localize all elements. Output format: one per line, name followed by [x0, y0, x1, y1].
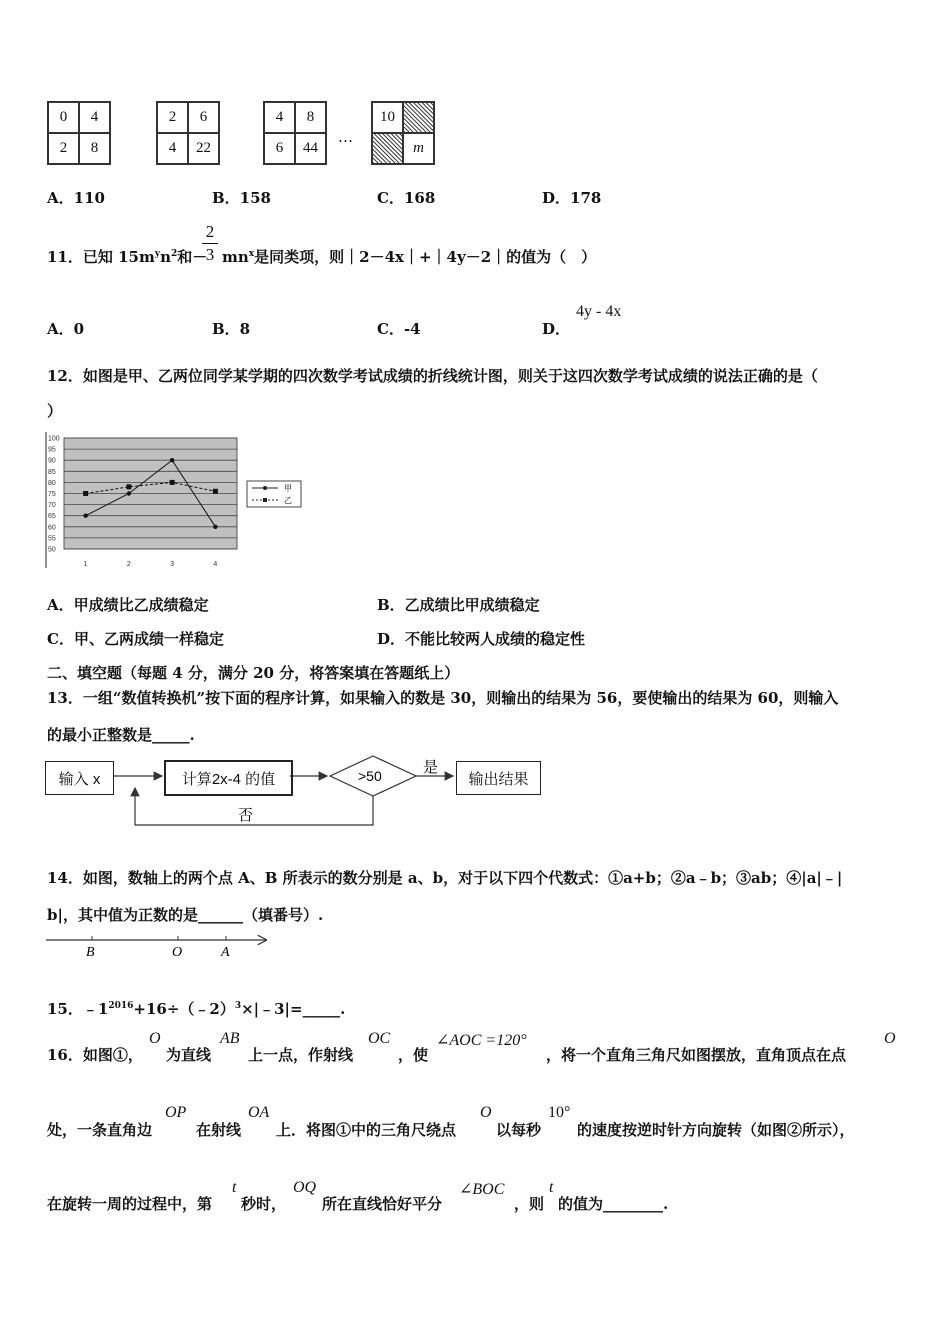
- data-point-yi: [213, 489, 218, 494]
- grid-cell: 2: [157, 102, 188, 133]
- q16-text: 处，一条直角边: [47, 1121, 153, 1139]
- number-line: [44, 930, 274, 960]
- grid-cell: 6: [264, 133, 295, 164]
- q12-option-b: B．乙成绩比甲成绩稳定: [377, 596, 540, 614]
- y-tick-label: 95: [48, 446, 56, 454]
- q16-math: ∠AOC =120°: [436, 1032, 527, 1049]
- legend-marker-jia: [263, 486, 267, 490]
- x-tick-label: 4: [213, 561, 218, 568]
- q16-text: 在射线: [196, 1121, 242, 1139]
- q10-option-d: D．178: [542, 189, 602, 207]
- q16-math: ∠BOC: [459, 1181, 505, 1198]
- q11-fraction: [202, 221, 218, 266]
- grid-cell: 4: [79, 102, 110, 133]
- q11-mid: mn: [222, 248, 249, 266]
- q16-text: ，将一个直角三角尺如图摆放，直角顶点在点: [546, 1046, 847, 1064]
- legend-label-jia: 甲: [284, 484, 292, 493]
- grid-cell: 44: [295, 133, 326, 164]
- y-tick-label: 75: [48, 491, 56, 498]
- y-tick-label: 65: [48, 513, 56, 521]
- y-tick-label: 80: [48, 479, 56, 487]
- line-chart: [44, 430, 306, 570]
- q11-stem: [47, 246, 207, 267]
- q16-math: OC: [368, 1030, 391, 1047]
- legend-marker-yi: [263, 498, 267, 502]
- grid-cell: 22: [188, 133, 219, 164]
- q16-text: 上．将图①中的三角尺绕点: [276, 1121, 457, 1139]
- data-point-jia: [213, 525, 217, 529]
- x-tick-label: 1: [83, 561, 88, 568]
- q11-suffix: 是同类项，则｜2－4x｜+｜4y－2｜的值为（ ）: [254, 248, 597, 266]
- hatched-cell: [403, 102, 434, 133]
- q11-option-c: C．-4: [377, 320, 421, 338]
- q11-option-d-expr: 4y - 4x: [576, 303, 622, 320]
- q16-text: 秒时，: [241, 1195, 287, 1213]
- q15-mid: +16÷（﹣2）: [133, 1000, 235, 1018]
- q16-math: O: [149, 1030, 161, 1047]
- y-tick-label: 55: [48, 535, 56, 543]
- q11-mid: n: [160, 248, 171, 266]
- q11-sup: 2: [170, 249, 178, 259]
- grid-cell: m: [403, 133, 434, 164]
- q16-math: t: [232, 1179, 237, 1196]
- data-point-jia: [127, 491, 131, 495]
- q12-option-c: C．甲、乙两成绩一样稳定: [47, 630, 224, 648]
- pattern-grid-1: [47, 101, 111, 165]
- q16-text: 16．如图①，: [47, 1046, 143, 1064]
- q16-text: 以每秒: [496, 1121, 542, 1139]
- q11-stem-rest: [222, 246, 596, 267]
- q12-stem-line1: 12．如图是甲、乙两位同学某学期的四次数学考试成绩的折线统计图，则关于这四次数学考试成绩的说法正确的是（: [47, 367, 818, 385]
- grid-cell: 8: [79, 133, 110, 164]
- label-a: A: [221, 945, 230, 960]
- grid-cell: 4: [264, 102, 295, 133]
- x-tick-label: 3: [170, 561, 175, 568]
- pattern-grid-4: [371, 101, 435, 165]
- q11-sup: x: [248, 249, 255, 259]
- q16-math: OQ: [293, 1179, 317, 1196]
- q11-option-b: B．8: [212, 320, 251, 338]
- label-o: O: [172, 945, 183, 960]
- data-point-yi: [126, 484, 131, 489]
- q16-text: 所在直线恰好平分: [322, 1195, 443, 1213]
- q16-math: AB: [220, 1030, 240, 1047]
- grid-cell: 2: [48, 133, 79, 164]
- q15-sup2: 3: [234, 1001, 242, 1011]
- q10-option-b: B．158: [212, 189, 271, 207]
- q15-stem: [47, 998, 345, 1019]
- y-tick-label: 85: [48, 468, 56, 476]
- q15-suffix: ×|﹣3|=_____.: [241, 1000, 346, 1018]
- q15-prefix: 15．﹣1: [47, 1000, 109, 1018]
- output-box: 输出结果: [456, 761, 541, 795]
- yes-label: 是: [423, 759, 439, 776]
- q16-text: 的速度按逆时针方向旋转（如图②所示），: [577, 1121, 855, 1139]
- q10-option-a: A．110: [47, 189, 105, 207]
- y-tick-label: 60: [48, 524, 56, 532]
- data-point-yi: [170, 480, 175, 485]
- pattern-grid-3: [263, 101, 327, 165]
- chart-legend: [247, 481, 301, 507]
- q16-math: O: [480, 1104, 492, 1121]
- q16-text: 上一点，作射线: [248, 1046, 354, 1064]
- q11-prefix: 11．已知 15m: [47, 248, 155, 266]
- grid-cell: 6: [188, 102, 219, 133]
- q16-math: t: [549, 1179, 554, 1196]
- q16-text: ，则: [514, 1195, 545, 1213]
- q16-math: OA: [248, 1104, 270, 1121]
- q14-stem-line2: b|，其中值为正数的是______（填番号）.: [47, 906, 324, 924]
- q16-math: O: [884, 1030, 896, 1047]
- data-point-jia: [170, 458, 174, 462]
- q16-text: 为直线: [166, 1046, 212, 1064]
- q12-stem-line2: ）: [47, 402, 63, 420]
- q16-text: 的值为________.: [558, 1195, 669, 1213]
- fraction-denominator: 3: [205, 245, 215, 264]
- hatched-cell: [372, 133, 403, 164]
- q16-math: OP: [165, 1104, 187, 1121]
- ellipsis: …: [338, 128, 353, 146]
- calc-box: 计算2x-4 的值: [164, 760, 293, 796]
- q16-text: ，使: [398, 1046, 429, 1064]
- x-tick-label: 2: [126, 561, 131, 568]
- q11-sup: y: [154, 249, 161, 259]
- q14-stem-line1: 14．如图，数轴上的两个点 A、B 所表示的数分别是 a、b，对于以下四个代数式：①a+b；②a﹣b；③ab；④|a|﹣|: [47, 869, 843, 887]
- no-label: 否: [238, 807, 254, 824]
- y-tick-label: 100: [48, 435, 60, 443]
- q11-option-d: D．: [542, 320, 571, 338]
- data-point-jia: [83, 514, 87, 518]
- q11-mid: 和－: [177, 248, 208, 266]
- pattern-grid-2: [156, 101, 220, 165]
- q11-option-a: A．0: [47, 320, 85, 338]
- q13-stem-line1: 13．一组“数值转换机”按下面的程序计算，如果输入的数是 30，则输出的结果为 56，要使输出的结果为 60，则输入: [47, 689, 839, 707]
- grid-cell: 10: [372, 102, 403, 133]
- legend-label-yi: 乙: [284, 496, 292, 505]
- y-tick-label: 90: [48, 457, 56, 465]
- q13-stem-line2: 的最小正整数是_____.: [47, 726, 195, 744]
- label-b: B: [86, 945, 95, 960]
- q16-text: 在旋转一周的过程中，第: [47, 1195, 213, 1213]
- q16-math: 10°: [548, 1104, 571, 1121]
- grid-cell: 8: [295, 102, 326, 133]
- data-point-yi: [83, 491, 88, 496]
- fraction-numerator: 2: [202, 221, 218, 244]
- y-tick-label: 70: [48, 502, 56, 510]
- q15-sup: 2016: [108, 1001, 134, 1011]
- section-title: 二、填空题（每题 4 分，满分 20 分，将答案填在答题纸上）: [47, 664, 460, 682]
- input-box: 输入 x: [45, 761, 114, 795]
- condition-text: >50: [358, 768, 382, 784]
- grid-cell: 4: [157, 133, 188, 164]
- q12-option-d: D．不能比较两人成绩的稳定性: [377, 630, 586, 648]
- q10-option-c: C．168: [377, 189, 436, 207]
- y-tick-label: 50: [48, 546, 56, 554]
- q12-option-a: A．甲成绩比乙成绩稳定: [47, 596, 209, 614]
- grid-cell: 0: [48, 102, 79, 133]
